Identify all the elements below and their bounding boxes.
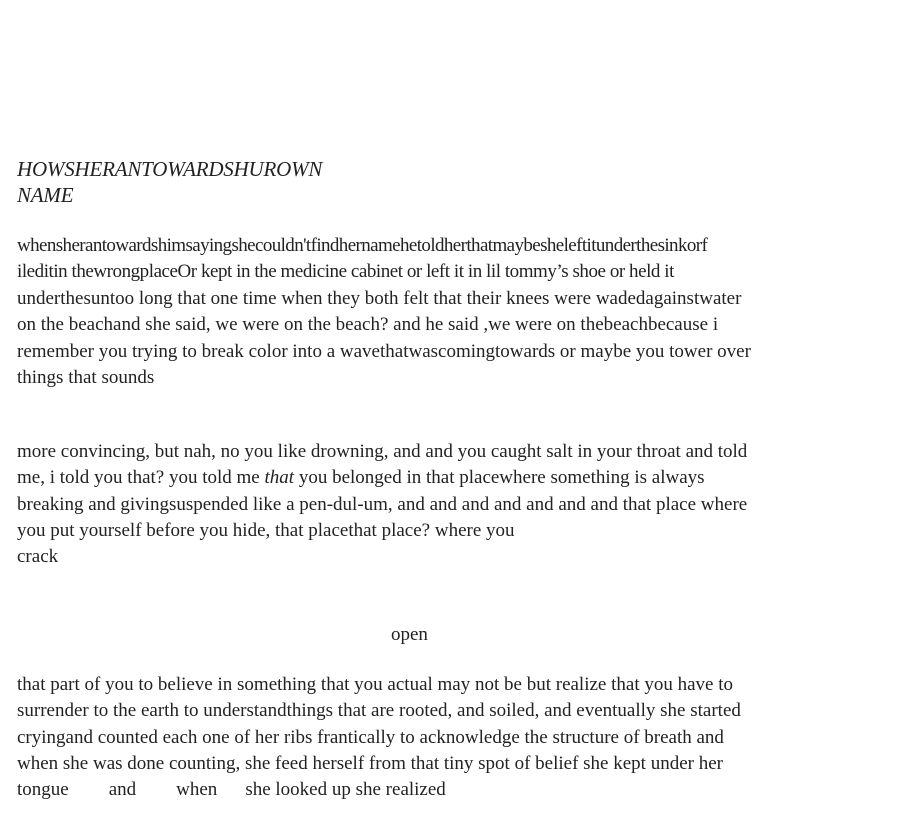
stanza-1-line: underthesuntoo long that one time when they both felt that their knees were wadedagainstwater [17,288,742,309]
final-word: and [108,779,137,800]
stanza-2-line: you put yourself before you hide, that placethat place? where you [17,520,515,541]
stanza-3-line: that part of you to believe in something that you actual may not be but realize that you have to [17,674,733,695]
stanza-1-line: whensherantowardshimsayingshecouldn'tfindhernamehetoldherthatmaybesheleftitunderthesinkorf [17,235,708,256]
stanza-1-line: on the beachand she said, we were on the beach? and he said ,we were on thebeachbecause i [17,314,719,335]
poem-title [17,156,322,208]
stanza-2-text: me, i told you that? you told me [17,467,265,488]
stanza-1-line: things that sounds [17,367,155,388]
poem-title-line-2: NAME [17,183,74,207]
stanza-3-line: cryingand counted each one of her ribs frantically to acknowledge the structure of breath and [17,727,724,748]
stanza-3-line: when she was done counting, she feed herself from that tiny spot of belief she kept under her [17,753,723,774]
final-word: tongue [17,779,69,800]
final-word: she looked up she realized [245,779,446,800]
final-word: when [176,779,218,800]
stanza-2-text: you belonged in that placewhere something is always [294,467,705,488]
centered-word: open [391,624,428,645]
stanza-2-line: crack [17,546,59,567]
stanza-2-emphasis: that [264,467,295,488]
stanza-3-line: surrender to the earth to understandthings that are rooted, and soiled, and eventually she started [17,700,741,721]
stanza-3-final-line [17,777,446,803]
stanza-2-line [17,465,705,491]
stanza-2-line: more convincing, but nah, no you like drowning, and and you caught salt in your throat and told [17,441,748,462]
stanza-1-line: ileditin thewrongplaceOr kept in the medicine cabinet or left it in lil tommy’s shoe or held it [17,261,674,282]
stanza-2-line: breaking and givingsuspended like a pen-dul-um, and and and and and and and that place where [17,494,748,515]
stanza-1-line: remember you trying to break color into a wavethatwascomingtowards or maybe you tower over [17,341,751,362]
poem-title-line-1: HOWSHERANTOWARDSHUROWN [17,157,323,181]
